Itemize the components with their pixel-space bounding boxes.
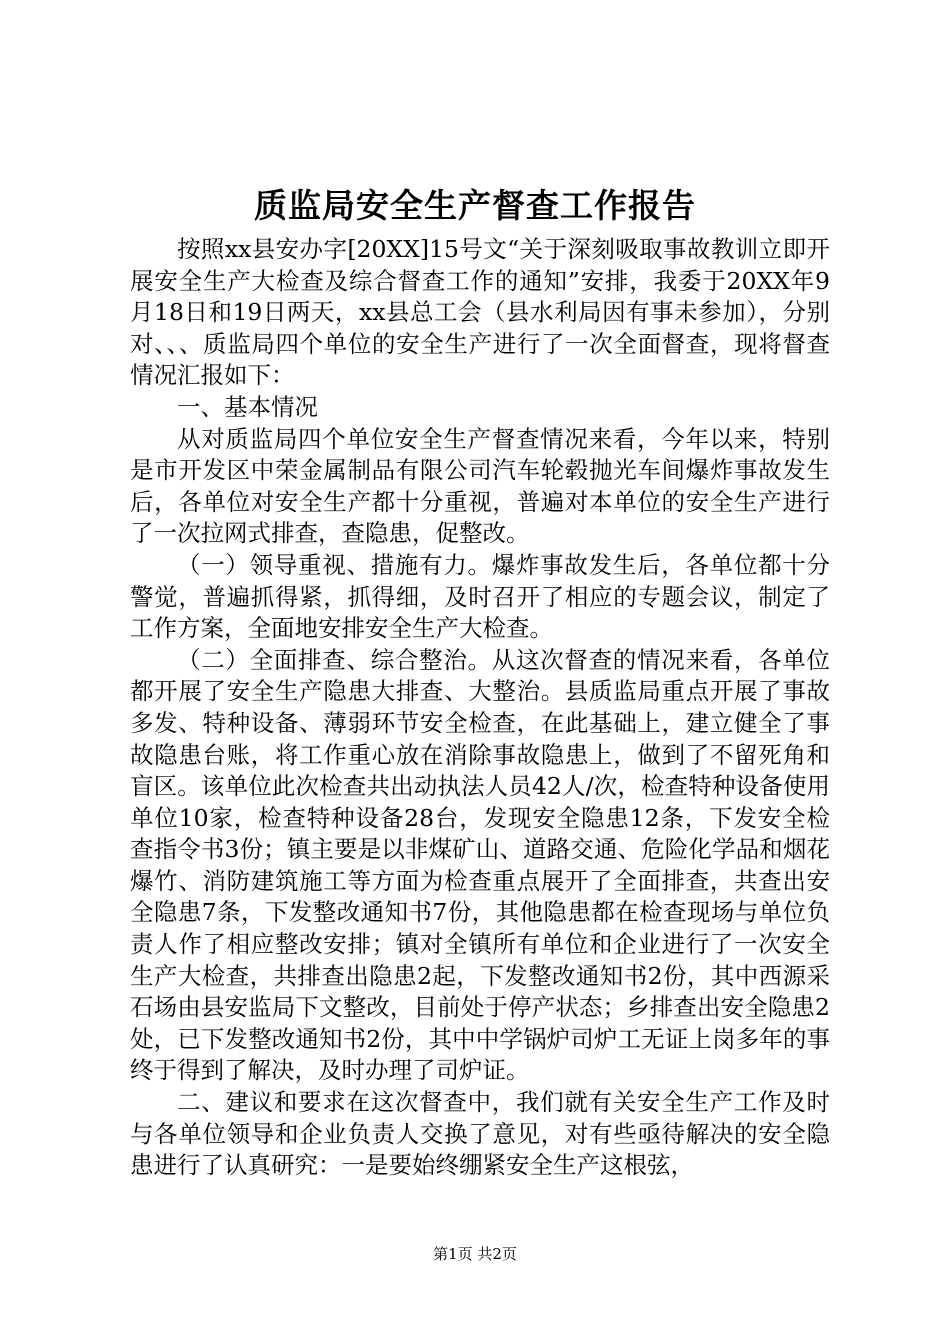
paragraph-intro: 按照xx县安办字[20XX]15号文“关于深刻吸取事故教训立即开展安全生产大检查及综合督查工作的通知”安排，我委于20XX年9月18日和19日两天，xx县总工会（县水利局因有事未参加），分别对、、、质监局四个单位的安全生产进行了一次全面督查，现将督查情况汇报如下： — [130, 235, 830, 390]
paragraph-suggestions: 二、建议和要求在这次督查中，我们就有关安全生产工作及时与各单位领导和企业负责人交换了意见，对有些亟待解决的安全隐患进行了认真研究：一是要始终绷紧安全生产这根弦， — [130, 1088, 830, 1180]
paragraph-leadership: （一）领导重视、措施有力。爆炸事故发生后，各单位都十分警觉，普遍抓得紧，抓得细，及时召开了相应的专题会议，制定了工作方案，全面地安排安全生产大检查。 — [130, 550, 830, 643]
document-title: 质监局安全生产督查工作报告 — [254, 186, 696, 225]
document-body — [130, 234, 830, 1182]
page-footer: 第1页 共2页 — [433, 1245, 517, 1263]
section-heading-basic-situation: 一、基本情况 — [177, 392, 318, 421]
paragraph-overview: 从对质监局四个单位安全生产督查情况来看，今年以来，特别是市开发区中荣金属制品有限公司汽车轮毂抛光车间爆炸事故发生后，各单位对安全生产都十分重视，普遍对本单位的安全生产进行了一次拉网式排查，查隐患，促整改。 — [130, 424, 830, 548]
paragraph-inspection: （二）全面排查、综合整治。从这次督查的情况来看，各单位都开展了安全生产隐患大排查、大整治。县质监局重点开展了事故多发、特种设备、薄弱环节安全检查，在此基础上，建立健全了事故隐患台账，将工作重心放在消除事故隐患上，做到了不留死角和盲区。该单位此次检查共出动执法人员42人/次，检查特种设备使用单位10家，检查特种设备28台，发现安全隐患12条，下发安全检查指令书3份；镇主要是以非煤矿山、道路交通、危险化学品和烟花爆竹、消防建筑施工等方面为检查重点展开了全面排查，共查出安全隐患7条，下发整改通知书7份，其他隐患都在检查现场与单位负责人作了相应整改安排；镇对全镇所有单位和企业进行了一次安全生产大检查，共排查出隐患2起，下发整改通知书2份，其中西源采石场由县安监局下文整改，目前处于停产状态；乡排查出安全隐患2处，已下发整改通知书2份，其中中学锅炉司炉工无证上岗多年的事终于得到了解决，及时办理了司炉证。 — [130, 645, 830, 1085]
